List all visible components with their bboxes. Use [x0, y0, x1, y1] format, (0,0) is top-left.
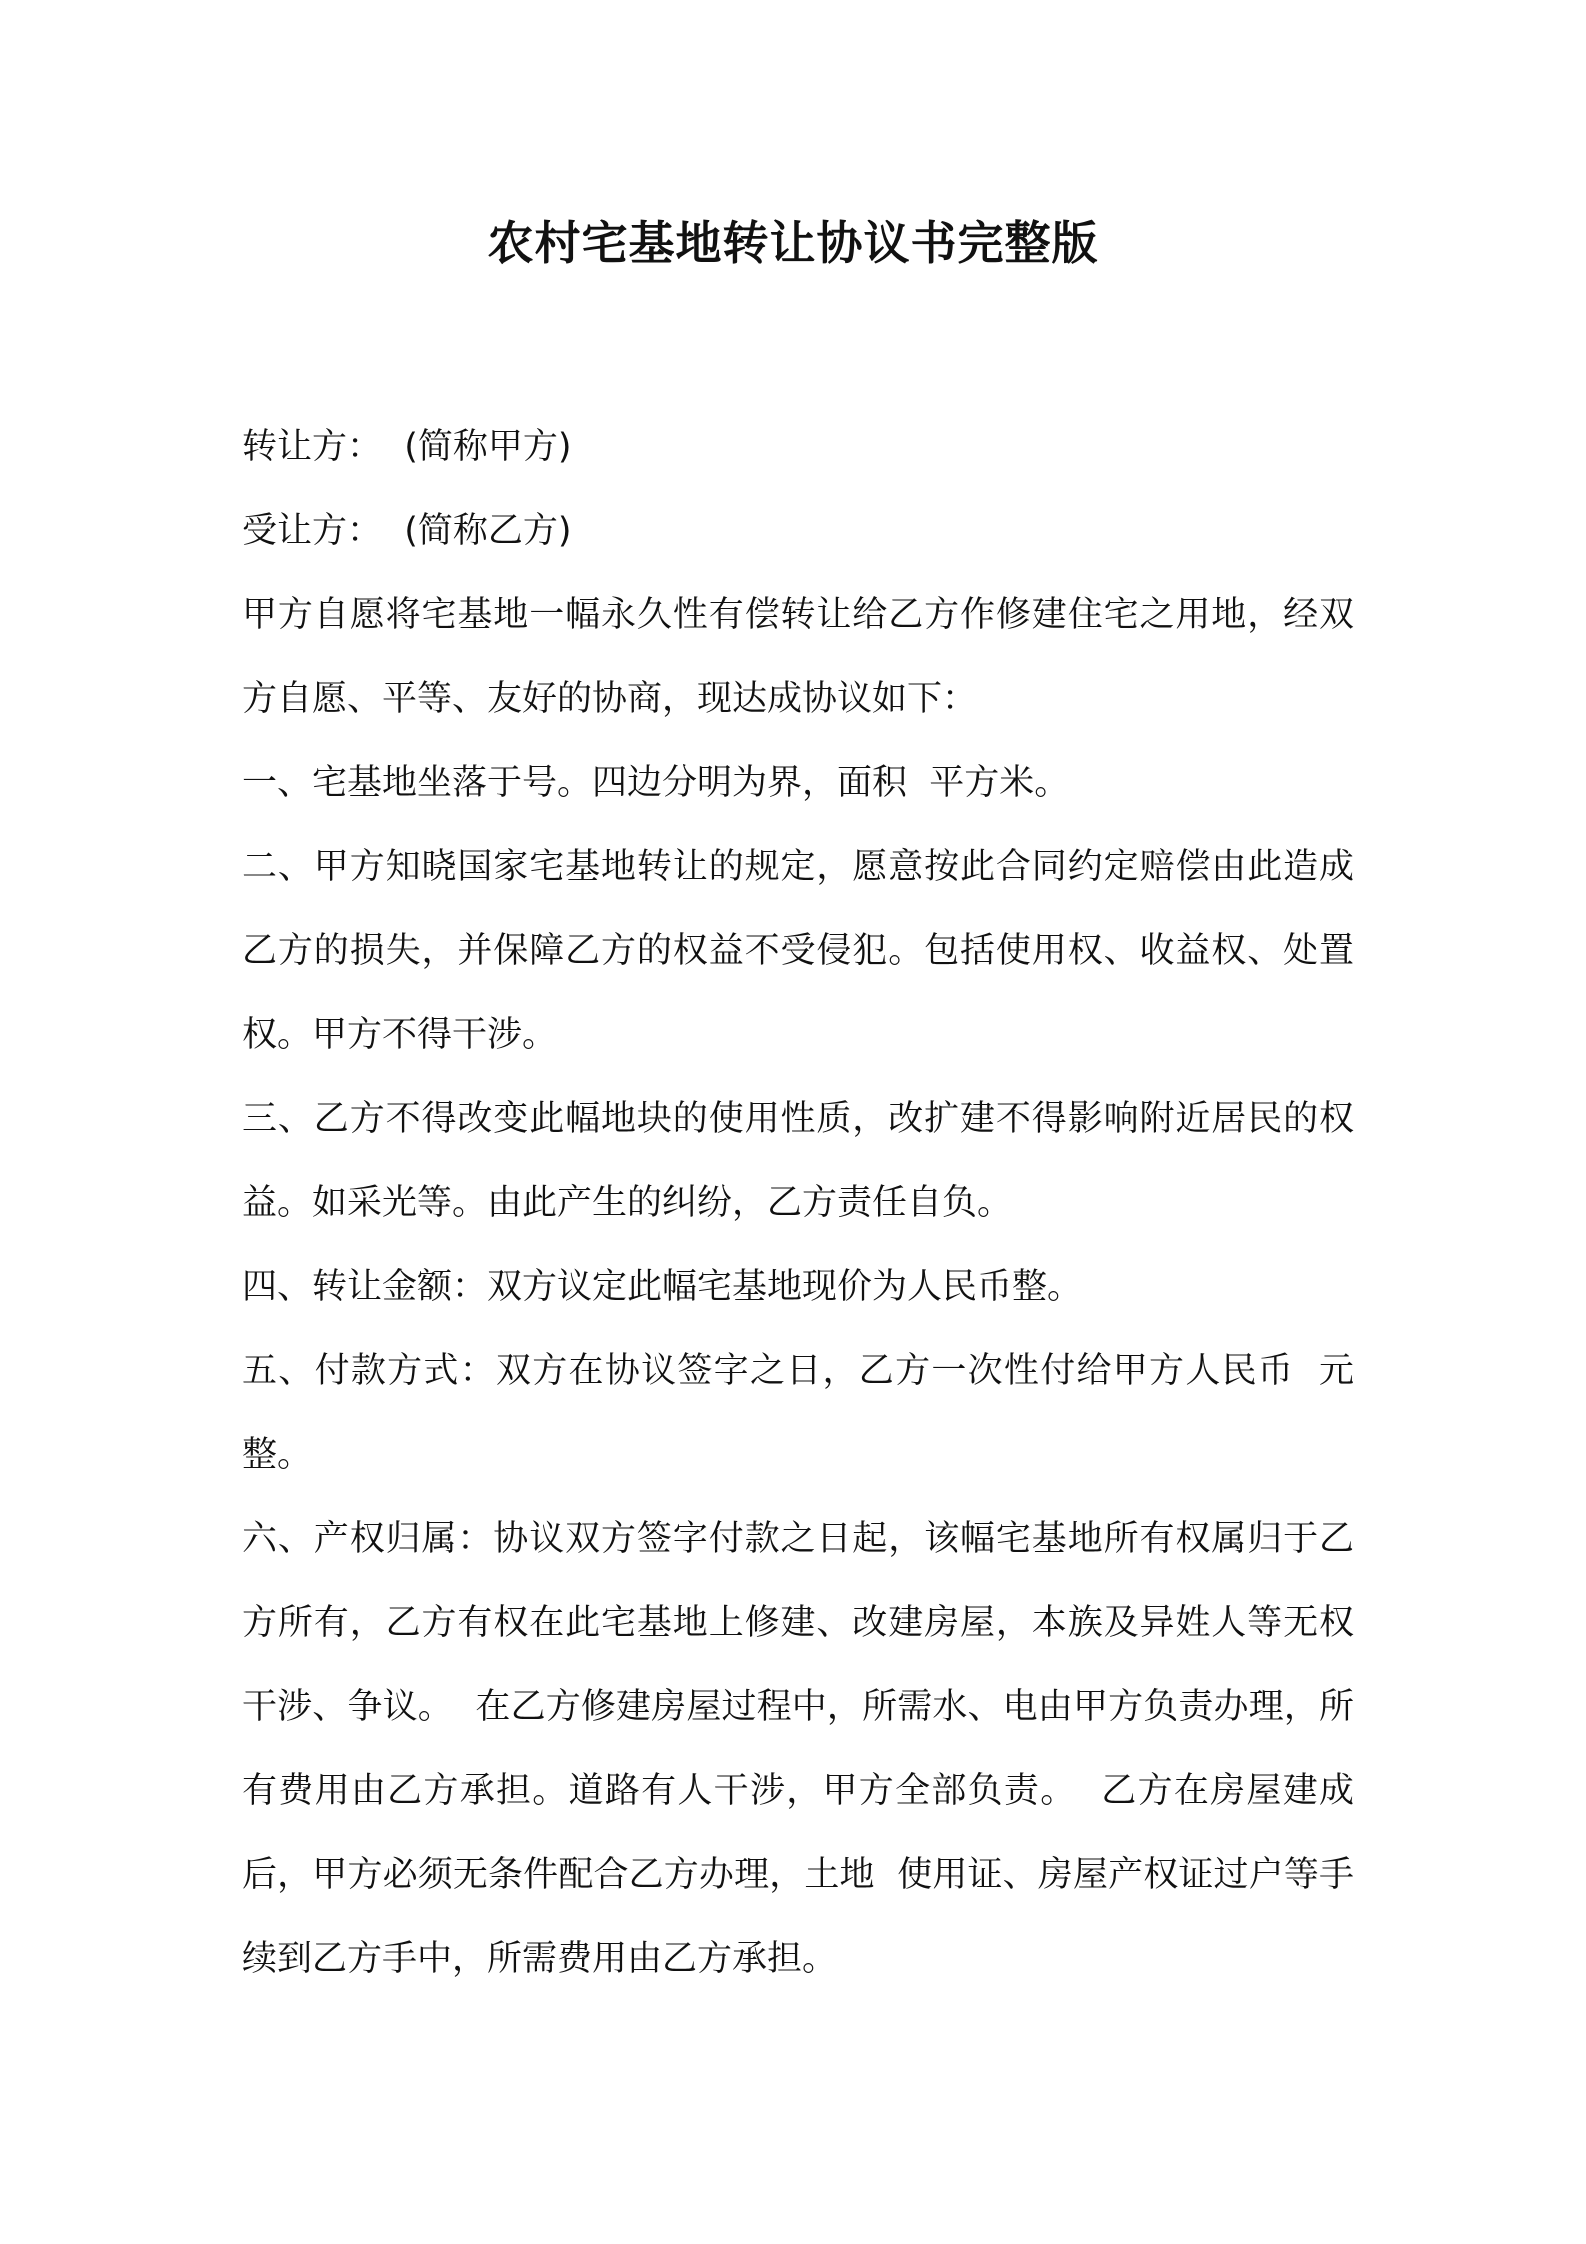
- clause-4-amount: 四、转让金额：双方议定此幅宅基地现价为人民币整。: [242, 1267, 1083, 1307]
- document-body: [242, 405, 1354, 2001]
- clause-5-payment: 五、付款方式：双方在协议签字之日，乙方一次性付给甲方人民币 元整。: [242, 1351, 1354, 1475]
- document-title: 农村宅基地转让协议书完整版: [487, 216, 1099, 270]
- clause-1-location: 一、宅基地坐落于号。四边分明为界，面积 平方米。: [242, 763, 1070, 803]
- clause-6-ownership: 六、产权归属：协议双方签字付款之日起，该幅宅基地所有权属归于乙方所有，乙方有权在此宅基地上修建、改建房屋，本族及异姓人等无权干涉、争议。 在乙方修建房屋过程中，所需水、电由甲方负责办理，所有费用由乙方承担。道路有人干涉，甲方全部负责。 乙方在房屋建成后，甲方必须无条件配合乙方办理，土地 使用证、房屋产权证过户等手续到乙方手中，所需费用由乙方承担。: [242, 1519, 1354, 1979]
- paragraph-preamble: 甲方自愿将宅基地一幅永久性有偿转让给乙方作修建住宅之用地，经双方自愿、平等、友好的协商，现达成协议如下：: [242, 595, 1354, 719]
- clause-3-usage: 三、乙方不得改变此幅地块的使用性质，改扩建不得影响附近居民的权益。如采光等。由此产生的纠纷，乙方责任自负。: [242, 1099, 1354, 1223]
- paragraph-transferor: 转让方： (简称甲方): [242, 427, 572, 467]
- paragraph-transferee: 受让方： (简称乙方): [242, 511, 572, 551]
- clause-2-guarantee: 二、甲方知晓国家宅基地转让的规定，愿意按此合同约定赔偿由此造成乙方的损失，并保障乙方的权益不受侵犯。包括使用权、收益权、处置权。甲方不得干涉。: [242, 847, 1354, 1055]
